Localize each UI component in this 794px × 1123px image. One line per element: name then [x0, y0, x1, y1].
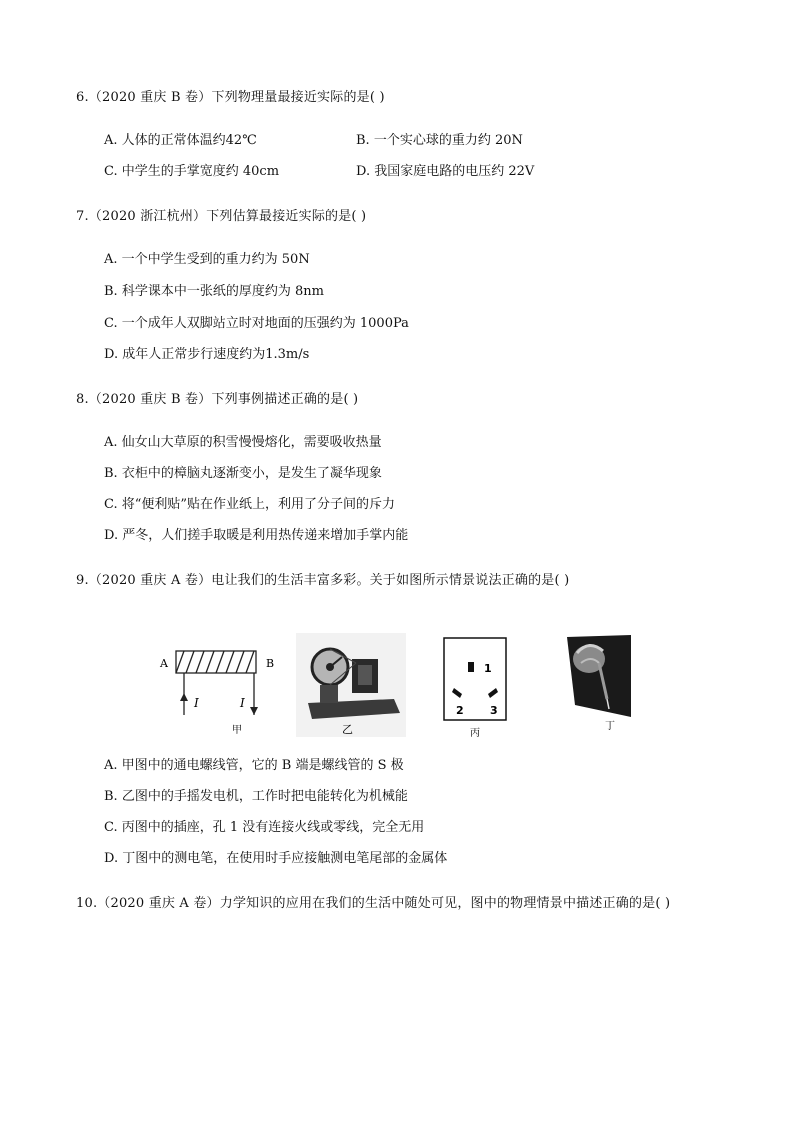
figure-ding-test-pen [565, 633, 635, 737]
question-7-option-c[interactable]: C. 一个成年人双脚站立时对地面的压强约为 1000Pa [104, 316, 409, 331]
question-9-option-b[interactable]: B. 乙图中的手摇发电机，工作时把电能转化为机械能 [104, 789, 408, 804]
question-7-stem: 7.（2020 浙江杭州）下列估算最接近实际的是( ) [76, 209, 367, 224]
question-6-option-c[interactable]: C. 中学生的手掌宽度约 40cm [104, 164, 280, 179]
question-6-option-a[interactable]: A. 人体的正常体温约42℃ [104, 133, 257, 148]
figure-yi-generator [296, 633, 406, 737]
socket-hole-3-label: 3 [490, 704, 498, 717]
question-6-option-d[interactable]: D. 我国家庭电路的电压约 22V [356, 164, 535, 179]
figure-jia-solenoid [154, 633, 284, 737]
question-8-option-c[interactable]: C. 将“便利贴”贴在作业纸上，利用了分子间的斥力 [104, 497, 396, 512]
solenoid-diagram [154, 633, 284, 737]
figure-bing-socket [440, 636, 512, 740]
question-9-option-a[interactable]: A. 甲图中的通电螺线管，它的 B 端是螺线管的 S 极 [104, 758, 404, 773]
question-10-stem: 10.（2020 重庆 A 卷）力学知识的应用在我们的生活中随处可见，图中的物理情景中描述正确的是( ) [76, 896, 671, 911]
question-7-option-b[interactable]: B. 科学课本中一张纸的厚度约为 8nm [104, 284, 324, 299]
socket-hole-1-label: 1 [484, 662, 492, 675]
solenoid-label-a: A [160, 657, 168, 670]
question-7-option-a[interactable]: A. 一个中学生受到的重力约为 50N [104, 252, 310, 267]
caption-ding: 丁 [605, 721, 615, 732]
question-6-stem: 6.（2020 重庆 B 卷）下列物理量最接近实际的是( ) [76, 90, 385, 105]
question-8-stem: 8.（2020 重庆 B 卷）下列事例描述正确的是( ) [76, 392, 359, 407]
current-label-right: I [240, 696, 245, 710]
question-6-option-b[interactable]: B. 一个实心球的重力约 20N [356, 133, 523, 148]
question-8-option-b[interactable]: B. 衣柜中的樟脑丸逐渐变小，是发生了凝华现象 [104, 466, 382, 481]
caption-jia: 甲 [232, 725, 242, 736]
solenoid-label-b: B [266, 657, 275, 670]
current-label-left: I [194, 696, 199, 710]
test-pen-photo [565, 633, 635, 737]
question-8-option-d[interactable]: D. 严冬，人们搓手取暖是利用热传递来增加手掌内能 [104, 528, 409, 543]
generator-photo [296, 633, 406, 737]
socket-diagram [440, 636, 512, 740]
question-9-option-d[interactable]: D. 丁图中的测电笔，在使用时手应接触测电笔尾部的金属体 [104, 851, 448, 866]
question-8-option-a[interactable]: A. 仙女山大草原的积雪慢慢熔化，需要吸收热量 [104, 435, 382, 450]
caption-yi: 乙 [342, 723, 353, 736]
question-7-option-d[interactable]: D. 成年人正常步行速度约为1.3m/s [104, 347, 310, 362]
caption-bing: 丙 [470, 728, 480, 739]
socket-hole-2-label: 2 [456, 704, 464, 717]
question-9-stem: 9.（2020 重庆 A 卷）电让我们的生活丰富多彩。关于如图所示情景说法正确的是( ) [76, 573, 570, 588]
question-9-option-c[interactable]: C. 丙图中的插座，孔 1 没有连接火线或零线，完全无用 [104, 820, 425, 835]
